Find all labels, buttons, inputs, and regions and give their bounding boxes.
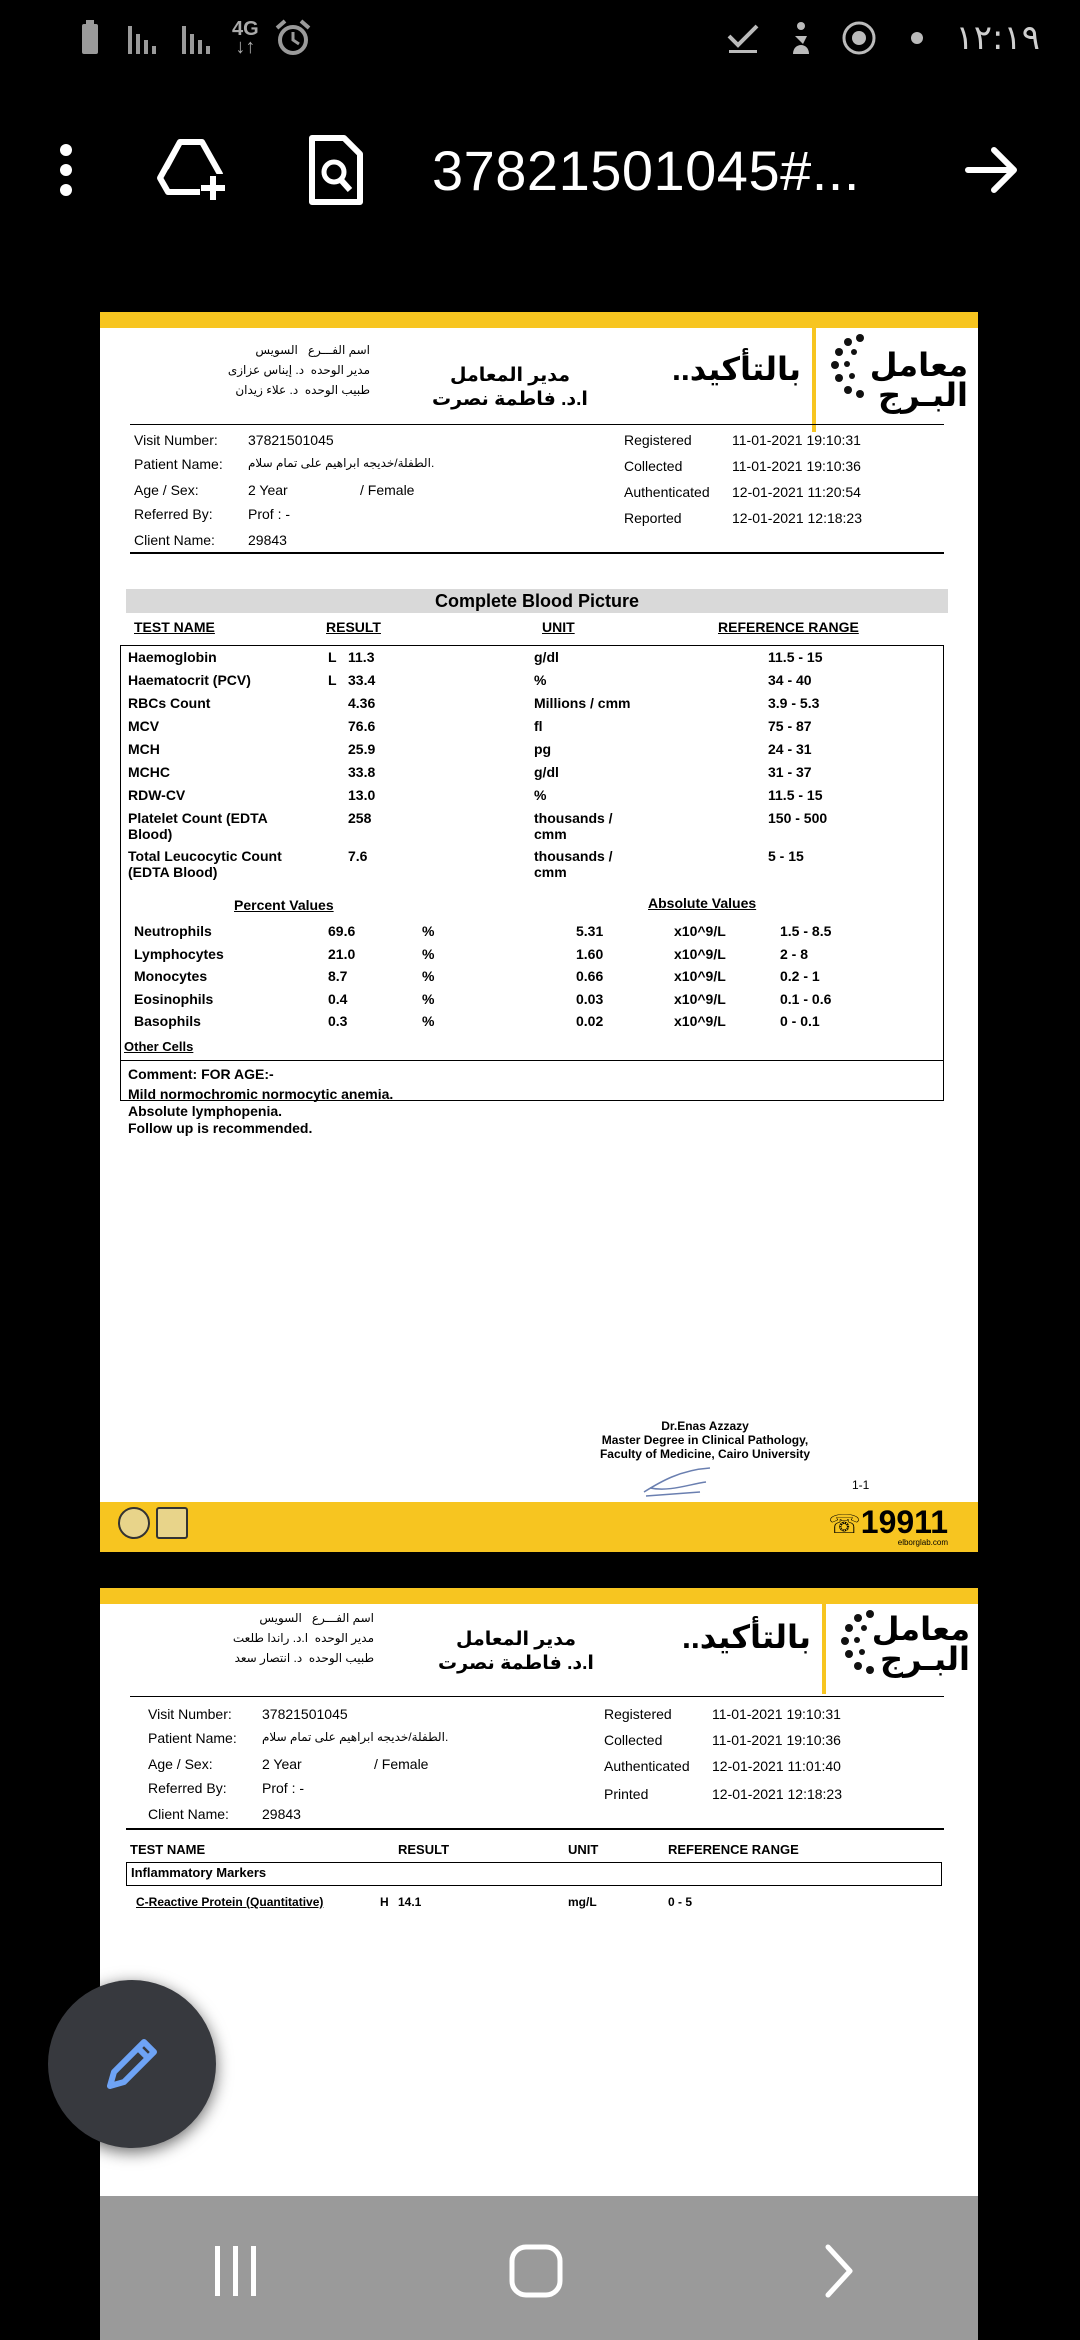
percent-unit: % <box>422 968 435 984</box>
test-name: RBCs Count <box>128 695 211 711</box>
result-flag: L <box>328 649 337 665</box>
back-button[interactable] <box>798 2236 878 2306</box>
other-cells-heading: Other Cells <box>124 1039 194 1054</box>
percent-unit: % <box>422 945 435 962</box>
table-row <box>128 810 928 846</box>
percent-value: 21.0 <box>328 945 356 962</box>
branch-info: اسم الفـــرع السويس مدير الوحده ا.د. راندا طلعت طبيب الوحده د. انتصار سعد <box>232 1611 374 1665</box>
col-unit: UNIT <box>568 1842 599 1857</box>
website: elborglab.com <box>897 1538 948 1547</box>
forward-arrow-icon <box>962 140 1022 200</box>
comment-rule <box>120 1060 944 1061</box>
reference-range: 5 - 15 <box>768 848 804 864</box>
lab-manager: مدير المعامل ا.د. فاطمة نصرت <box>438 1629 594 1674</box>
percent-value: 0.3 <box>328 1013 348 1029</box>
percent-unit: % <box>422 923 435 939</box>
signal-icon <box>124 18 164 58</box>
page-footer <box>100 1502 978 1552</box>
recent-apps-button[interactable] <box>196 2236 276 2306</box>
absolute-unit: x10^9/L <box>674 968 726 984</box>
test-name: Haemoglobin <box>128 649 217 665</box>
reference-range: 11.5 - 15 <box>768 787 823 803</box>
col-result: RESULT <box>398 1842 450 1857</box>
find-in-page-icon <box>304 134 368 206</box>
table-row: C-Reactive Protein (Quantitative) H 14.1 mg/L 0 - 5 <box>136 1895 693 1909</box>
report-page-1 <box>100 312 978 1552</box>
recent-apps-icon <box>211 2244 261 2298</box>
unit: pg <box>534 741 552 757</box>
location-icon <box>839 18 879 58</box>
reference-range: 1.5 - 8.5 <box>780 923 832 939</box>
more-options-button[interactable] <box>26 130 106 210</box>
unit: fl <box>534 718 543 734</box>
test-name: MCH <box>128 741 160 757</box>
unit: % <box>534 787 547 803</box>
percent-value: 69.6 <box>328 923 356 939</box>
test-name: Total Leucocytic Count (EDTA Blood) <box>128 848 282 880</box>
dot-icon <box>897 18 937 58</box>
table-row <box>134 1013 934 1031</box>
visit-number: 37821501045 <box>248 432 334 448</box>
cell-name: Eosinophils <box>134 990 214 1007</box>
col-unit: UNIT <box>542 619 575 635</box>
absolute-unit: x10^9/L <box>674 990 726 1007</box>
lab-logo: معامل البـرج <box>871 1611 970 1677</box>
inflammatory-markers-section: Inflammatory Markers <box>126 1862 942 1886</box>
section-title: Complete Blood Picture <box>126 589 948 613</box>
info-rule <box>130 552 944 554</box>
table-row <box>134 923 934 941</box>
table-row <box>134 968 934 986</box>
logo-divider <box>822 1602 826 1694</box>
reference-range: 2 - 8 <box>780 945 809 962</box>
absolute-unit: x10^9/L <box>674 945 726 962</box>
reference-range: 0.1 - 0.6 <box>780 990 832 1007</box>
col-test-name: TEST NAME <box>134 619 215 635</box>
find-in-page-button[interactable] <box>296 130 376 210</box>
absolute-value: 0.03 <box>576 990 604 1007</box>
result-value: 76.6 <box>348 718 376 734</box>
result-flag: L <box>328 672 337 688</box>
slogan: بالتأكيد.. <box>682 1619 812 1655</box>
reference-range: 150 - 500 <box>768 810 828 826</box>
app-bar <box>0 110 1080 230</box>
result-value: 4.36 <box>348 695 376 711</box>
patient-name: الطفلة/خديجه ابراهيم على تمام سلام. <box>248 456 435 470</box>
phone-icon: ☏ <box>828 1509 861 1539</box>
test-name: MCV <box>128 718 160 734</box>
header-rule <box>130 1696 944 1697</box>
logo-dots-icon <box>830 332 874 402</box>
absolute-value: 0.66 <box>576 968 604 984</box>
alarm-icon <box>273 18 313 58</box>
absolute-value: 0.02 <box>576 1013 604 1029</box>
col-reference-range: REFERENCE RANGE <box>668 1842 799 1857</box>
patient-name: الطفلة/خديجه ابراهيم على تمام سلام. <box>262 1730 449 1744</box>
test-name: MCHC <box>128 764 170 780</box>
hotline: ☏19911 <box>828 1504 948 1540</box>
network-type: 4G ↓↑ <box>232 18 259 58</box>
navigation-bar <box>100 2196 978 2340</box>
accessibility-icon <box>781 18 821 58</box>
chevron-right-icon <box>818 2243 858 2299</box>
reference-range: 31 - 37 <box>768 764 812 780</box>
reference-range: 34 - 40 <box>768 672 812 688</box>
forward-button[interactable] <box>952 130 1032 210</box>
document-title: 37821501045#... <box>432 139 860 202</box>
result-value: 13.0 <box>348 787 376 803</box>
cell-name: Monocytes <box>134 968 208 984</box>
unit: thousands / cmm <box>534 810 613 842</box>
col-result: RESULT <box>326 619 381 635</box>
slogan: بالتأكيد.. <box>672 351 802 387</box>
home-button[interactable] <box>496 2236 576 2306</box>
header-strip <box>100 312 978 328</box>
edit-fab-button[interactable] <box>48 1980 216 2148</box>
more-vert-icon <box>46 140 86 200</box>
reference-range: 0 - 0.1 <box>780 1013 820 1029</box>
report-dates: Registered 11-01-2021 19:10:31 Collected 11-01-2021 19:10:36 Authenticated 12-01-2021 11:01:40 Printed 12-01-2021 12:18:23 <box>604 1706 842 1802</box>
logo-divider <box>812 326 816 432</box>
unit: Millions / cmm <box>534 695 631 711</box>
iso-seal-icon <box>118 1507 150 1539</box>
lab-manager: مدير المعامل ا.د. فاطمة نصرت <box>432 365 588 410</box>
table-row <box>134 991 934 1009</box>
status-bar <box>0 0 1080 80</box>
reference-range: 0.2 - 1 <box>780 968 820 984</box>
add-to-drive-icon <box>156 134 228 206</box>
header-rule <box>130 424 944 425</box>
cell-name: Basophils <box>134 1013 201 1029</box>
page-number: 1-1 <box>852 1478 870 1492</box>
pencil-icon <box>100 2032 164 2096</box>
report-dates: Registered 11-01-2021 19:10:31 Collected 11-01-2021 19:10:36 Authenticated 12-01-2021 11:20:54 Reported 12-01-2021 12:18:23 <box>624 432 862 526</box>
home-icon <box>508 2243 564 2299</box>
clock: ١٢:١٩ <box>955 18 1040 58</box>
comment-block: Comment: FOR AGE:- Mild normochromic normocytic anemia. Absolute lymphopenia. Follow up is recommended. <box>128 1066 394 1136</box>
unit: % <box>534 672 547 688</box>
result-value: 11.3 <box>348 649 375 665</box>
lab-logo: معامل البـرج <box>869 347 968 413</box>
patient-info: Visit Number: 37821501045 Patient Name: الطفلة/خديجه ابراهيم على تمام سلام. Age / Sex: 2 Year / Female Referred By: Prof : - Client Name: 29843 <box>134 432 435 548</box>
cell-name: Lymphocytes <box>134 945 224 962</box>
percent-unit: % <box>422 990 435 1007</box>
branch-info: اسم الفـــرع السويس مدير الوحده د. إيناس عزازى طبيب الوحده د. علاء زيدان <box>227 343 370 397</box>
table-row <box>128 848 928 884</box>
unit: g/dl <box>534 649 559 665</box>
percent-value: 0.4 <box>328 990 348 1007</box>
percent-values-heading: Percent Values <box>234 897 334 913</box>
percent-value: 8.7 <box>328 968 348 984</box>
accreditation-icon <box>156 1507 188 1539</box>
test-name: RDW-CV <box>128 787 186 803</box>
header-strip <box>100 1588 978 1604</box>
absolute-values-heading: Absolute Values <box>648 895 757 911</box>
test-name: Platelet Count (EDTA Blood) <box>128 810 268 842</box>
absolute-value: 5.31 <box>576 923 604 939</box>
col-reference-range: REFERENCE RANGE <box>718 619 859 635</box>
test-name: Haematocrit (PCV) <box>128 672 251 688</box>
absolute-unit: x10^9/L <box>674 923 726 939</box>
table-row <box>134 946 934 964</box>
battery-icon <box>70 18 110 58</box>
result-value: 33.8 <box>348 764 376 780</box>
reference-range: 3.9 - 5.3 <box>768 695 820 711</box>
patient-info: Visit Number: 37821501045 Patient Name: الطفلة/خديجه ابراهيم على تمام سلام. Age / Sex: 2 Year / Female Referred By: Prof : - Client Name: 29843 <box>148 1706 449 1822</box>
signature-block: Dr.Enas Azzazy Master Degree in Clinical Pathology, Faculty of Medicine, Cairo University <box>599 1419 811 1461</box>
result-value: 33.4 <box>348 672 376 688</box>
unit: g/dl <box>534 764 559 780</box>
signal-icon <box>178 18 218 58</box>
result-value: 25.9 <box>348 741 376 757</box>
result-value: 258 <box>348 810 372 826</box>
result-value: 7.6 <box>348 848 368 864</box>
absolute-unit: x10^9/L <box>674 1013 726 1029</box>
percent-unit: % <box>422 1013 435 1029</box>
unit: thousands / cmm <box>534 848 613 880</box>
col-test-name: TEST NAME <box>130 1842 206 1857</box>
absolute-value: 1.60 <box>576 945 604 962</box>
reference-range: 24 - 31 <box>768 741 812 757</box>
reference-range: 75 - 87 <box>768 718 812 734</box>
visit-number: 37821501045 <box>262 1706 348 1722</box>
cell-name: Neutrophils <box>134 923 212 939</box>
reference-range: 11.5 - 15 <box>768 649 823 665</box>
signature-scribble-icon <box>640 1462 720 1502</box>
info-rule <box>126 1828 944 1830</box>
add-to-drive-button[interactable] <box>152 130 232 210</box>
check-icon <box>723 18 763 58</box>
